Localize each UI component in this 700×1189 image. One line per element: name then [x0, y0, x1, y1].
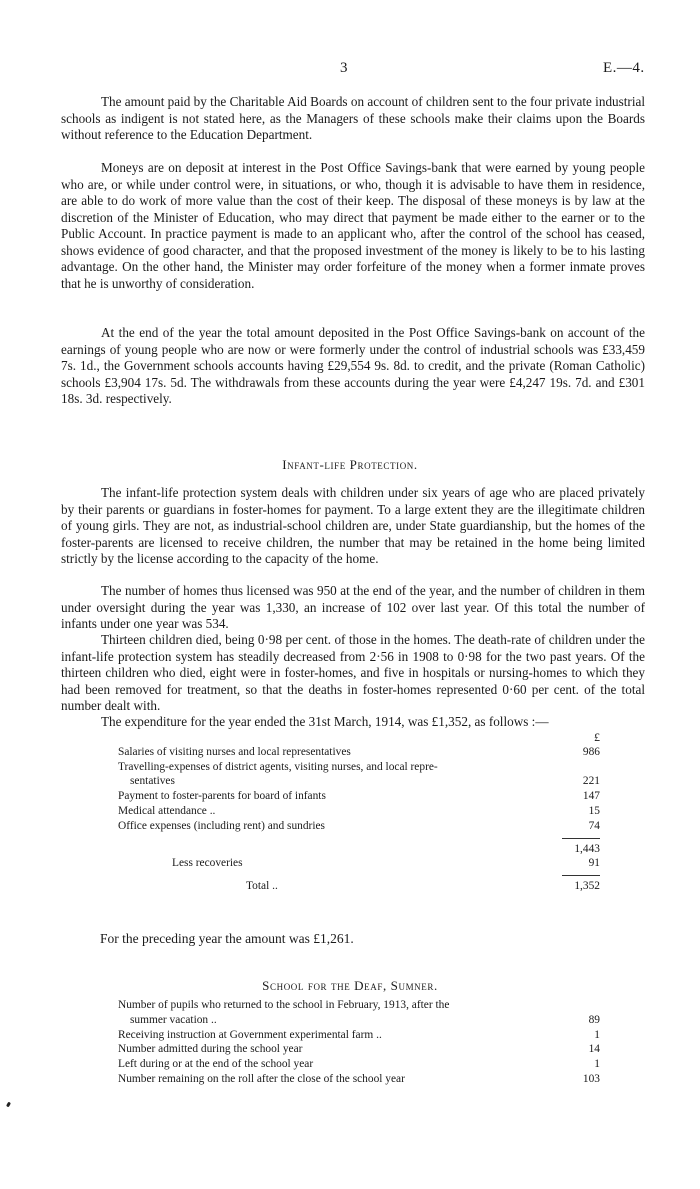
recoveries-value: 91	[588, 857, 600, 870]
table-row	[118, 774, 600, 789]
row-value: 74	[588, 819, 600, 832]
paragraph-charitable-aid: The amount paid by the Charitable Aid Boards on account of children sent to the four private industrial schools as indigent is not stated here, as the Managers of these schools make their claims upon the Boards without reference to the Education Department.	[61, 94, 645, 142]
row-value: 14	[588, 1043, 600, 1056]
table-row	[118, 1013, 600, 1028]
paragraph-licensed-homes: The number of homes thus licensed was 950 at the end of the year, and the number of children in them under oversight during the year was 1,330, an increase of 102 over last year. Of this total the number of infants under one year was 534.	[61, 583, 645, 631]
paragraph-deposit-total: At the end of the year the total amount deposited in the Post Office Savings-bank on account of the earnings of young people who are now or were formerly under the control of industrial schools was £33,459 7s. 1d., the Government schools accounts having £29,554 9s. 8d. to credit, and the private (Roman Catholic) schools £3,904 17s. 5d. The withdrawals from these accounts during the year were £4,247 19s. 7d. and £301 18s. 3d. respectively.	[61, 325, 645, 406]
row-value: 15	[588, 804, 600, 817]
table-row	[118, 819, 600, 834]
table-row	[118, 1028, 600, 1043]
total-label: Total ..	[246, 880, 278, 893]
paragraph-expenditure-intro: The expenditure for the year ended the 31st March, 1914, was £1,352, as follows :—	[101, 714, 549, 729]
row-label: Number of pupils who returned to the school in February, 1913, after the	[118, 999, 450, 1011]
table-row	[118, 789, 600, 804]
paragraph-savings-bank: Moneys are on deposit at interest in the Post Office Savings-bank that were earned by young people who are, or while under control were, in situations, or who, though it is advisable to have them in residence, are able to do work of more value than the cost of their keep. The disposal of these moneys is by law at the discretion of the Minister of Education, who may direct that payment be made either to the earner or to the Public Account. In practice payment is made to an applicant who, after the control of the school has ceased, shows evidence of good character, and that the proposed investment of the money is likely to be to his lasting advantage. On the other hand, the Minister may order forfeiture of the money when a former inmate proves that he is unworthy of consideration.	[61, 160, 645, 291]
deaf-school-table	[118, 998, 600, 1087]
row-label: Office expenses (including rent) and sundries	[118, 819, 325, 832]
subtotal-value: 1,443	[574, 842, 600, 855]
table-row	[118, 1057, 600, 1072]
row-label: summer vacation ..	[130, 1013, 217, 1026]
row-value: 1	[594, 1058, 600, 1071]
paragraph-death-rate: Thirteen children died, being 0·98 per cent. of those in the homes. The death-rate of children under the infant-life protection system has steadily decreased from 2·56 in 1908 to 0·98 for the two past years. Of the thirteen children who died, eight were in foster-homes, and five in hospitals or nursing-homes to which they had been removed for treatment, so that the deaths in foster-homes represented 0·60 per cent. of the total number dealt with.	[61, 632, 645, 713]
row-value: 89	[588, 1013, 600, 1026]
paragraph-infant-system: The infant-life protection system deals with children under six years of age who are placed privately by their parents or guardians in foster-homes for payment. To a large extent they are the illegitimate children of young girls. They are not, as industrial-school children are, under State guardianship, but the homes of the foster-parents are licensed to receive children, the number that may be retained in the home being limited strictly by the license according to the capacity of the home.	[61, 485, 645, 566]
page-reference: E.—4.	[603, 60, 645, 76]
row-label: sentatives	[130, 775, 175, 788]
table-row	[118, 760, 600, 775]
recoveries-row	[118, 856, 600, 871]
subtotal-row	[118, 842, 600, 857]
row-label: Medical attendance ..	[118, 804, 216, 817]
table-row	[118, 745, 600, 760]
total-row	[118, 879, 600, 894]
heading-school-for-deaf: School for the Deaf, Sumner.	[262, 978, 438, 993]
row-value: 221	[582, 775, 600, 788]
heading-infant-life-protection: Infant-life Protection.	[282, 457, 418, 472]
total-value: 1,352	[574, 880, 600, 893]
row-label: Payment to foster-parents for board of infants	[118, 790, 326, 803]
table-row	[118, 1042, 600, 1057]
row-label: Travelling-expenses of district agents, visiting nurses, and local repre-	[118, 760, 438, 773]
table-row	[118, 804, 600, 819]
row-value: 1	[594, 1028, 600, 1041]
row-label: Number admitted during the school year	[118, 1043, 303, 1056]
ink-speck	[6, 1102, 11, 1108]
subtotal-rule	[562, 838, 600, 839]
row-label: Number remaining on the roll after the close of the school year	[118, 1072, 405, 1085]
total-rule	[562, 875, 600, 876]
expenditure-table	[118, 730, 600, 894]
currency-unit: £	[594, 730, 600, 744]
table-row	[118, 1072, 600, 1087]
preceding-year-note: For the preceding year the amount was £1,261.	[100, 931, 354, 946]
row-label: Left during or at the end of the school year	[118, 1058, 314, 1071]
row-value: 986	[582, 745, 600, 758]
row-value: 103	[582, 1072, 600, 1085]
row-label: Salaries of visiting nurses and local representatives	[118, 745, 351, 758]
row-value: 147	[582, 790, 600, 803]
recoveries-label: Less recoveries	[172, 857, 243, 870]
table-row	[118, 998, 600, 1013]
row-label: Receiving instruction at Government experimental farm ..	[118, 1028, 382, 1041]
page-number: 3	[340, 60, 348, 76]
